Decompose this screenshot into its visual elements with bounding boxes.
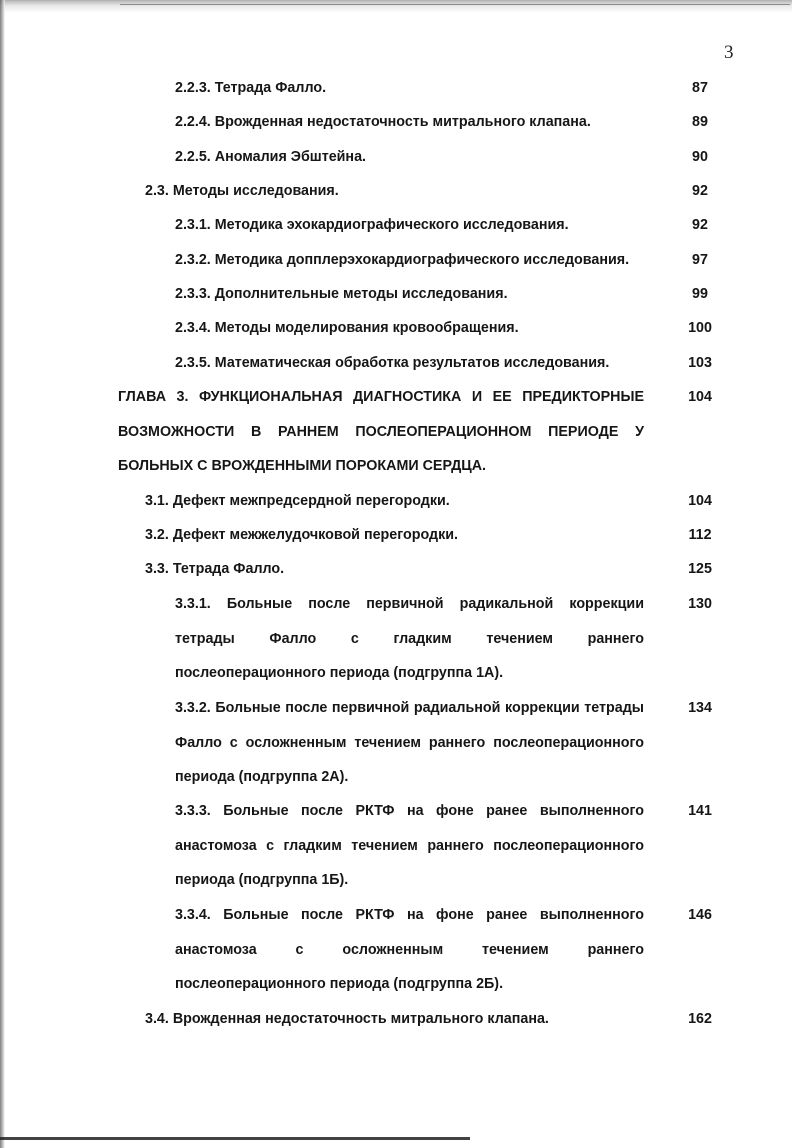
toc-entry-title: 2.3.3. Дополнительные методы исследования.: [175, 286, 508, 302]
toc-entry-2-3-5[interactable]: [175, 346, 712, 381]
toc-entry-page: 162: [688, 1011, 712, 1027]
toc-entry-title: 3.3.1. Больные после первичной радикальной коррекции тетрады Фалло с гладким течением раннего послеоперационного периода (подгруппа 1А).: [175, 596, 644, 681]
toc-entry-3-3-1[interactable]: [175, 587, 712, 691]
toc-entry-2-3-2[interactable]: [175, 243, 708, 278]
toc-entry-page: 141: [688, 803, 712, 819]
toc-entry-title: 2.3.4. Методы моделирования кровообращения.: [175, 320, 519, 336]
toc-entry-title: 3.3.4. Больные после РКТФ на фоне ранее выполненного анастомоза с осложненным течением раннего послеоперационного периода (подгруппа 2Б).: [175, 907, 644, 992]
toc-entry-page: 97: [692, 252, 708, 268]
toc-entry-page: 90: [692, 149, 708, 165]
scan-edge-line: [120, 4, 790, 5]
toc-entry-3-2[interactable]: [145, 518, 712, 553]
page-number: 3: [724, 42, 734, 63]
toc-entry-3-1[interactable]: [145, 484, 712, 519]
toc-entry-title: 3.3.3. Больные после РКТФ на фоне ранее выполненного анастомоза с гладким течением раннего послеоперационного периода (подгруппа 1Б).: [175, 803, 644, 888]
toc-entry-title: 3.2. Дефект межжелудочковой перегородки.: [145, 527, 458, 543]
toc-entry-title: 2.3.1. Методика эхокардиографического исследования.: [175, 217, 569, 233]
toc-entry-page: 104: [688, 493, 712, 509]
toc-entry-page: 103: [688, 355, 712, 371]
toc-entry-title: 2.3. Методы исследования.: [145, 183, 339, 199]
toc-entry-3-3[interactable]: [145, 552, 712, 587]
scan-shadow-top: [0, 0, 792, 14]
toc-entry-page: 134: [688, 700, 712, 716]
toc-entry-page: 130: [688, 596, 712, 612]
toc-entry-chapter-3[interactable]: [118, 380, 712, 484]
toc-entry-2-3-3[interactable]: [175, 277, 708, 312]
toc-entry-page: 125: [688, 561, 712, 577]
toc-entry-page: 87: [692, 80, 708, 96]
toc-entry-page: 146: [688, 907, 712, 923]
toc-entry-title: 2.2.3. Тетрада Фалло.: [175, 80, 327, 96]
toc-entry-title: 3.1. Дефект межпредсердной перегородки.: [145, 493, 450, 509]
toc-entry-title: 3.3.2. Больные после первичной радиальной коррекции тетрады Фалло с осложненным течением раннего послеоперационного периода (подгруппа 2А).: [175, 700, 644, 785]
toc-entry-title: 3.4. Врожденная недостаточность митрального клапана.: [145, 1011, 549, 1027]
toc-entry-2-3-4[interactable]: [175, 311, 712, 346]
toc-entry-3-3-3[interactable]: [175, 794, 712, 898]
toc-entry-page: 99: [692, 286, 708, 302]
toc-entry-page: 112: [688, 527, 712, 543]
toc-entry-page: 92: [692, 183, 708, 199]
toc-entry-3-3-4[interactable]: [175, 898, 712, 1002]
toc-entry-2-3[interactable]: [145, 174, 708, 209]
toc-entry-title: ГЛАВА 3. ФУНКЦИОНАЛЬНАЯ ДИАГНОСТИКА И ЕЕ ПРЕДИКТОРНЫЕ ВОЗМОЖНОСТИ В РАННЕМ ПОСЛЕОПЕРАЦИОННОМ ПЕРИОДЕ У БОЛЬНЫХ С ВРОЖДЕННЫМИ ПОРОКАМИ СЕРДЦА.: [118, 389, 644, 474]
toc-entry-2-2-3[interactable]: [175, 71, 708, 106]
toc-entry-3-3-2[interactable]: [175, 691, 712, 795]
toc-entry-title: 2.3.2. Методика допплерэхокардиографического исследования.: [175, 252, 630, 268]
toc-entry-page: 104: [688, 389, 712, 405]
toc-entry-page: 89: [692, 114, 708, 130]
toc-entry-page: 100: [688, 320, 712, 336]
toc-entry-title: 2.3.5. Математическая обработка результатов исследования.: [175, 355, 610, 371]
scan-shadow-left: [0, 0, 5, 1148]
toc-entry-page: 92: [692, 217, 708, 233]
toc-entry-title: 2.2.5. Аномалия Эбштейна.: [175, 149, 366, 165]
toc-entry-2-2-4[interactable]: [175, 105, 708, 140]
toc-entry-3-4[interactable]: [145, 1002, 712, 1037]
toc-entry-2-3-1[interactable]: [175, 208, 708, 243]
scan-edge-bottom: [0, 1137, 470, 1140]
toc-entry-title: 2.2.4. Врожденная недостаточность митрального клапана.: [175, 114, 591, 130]
toc-entry-title: 3.3. Тетрада Фалло.: [145, 561, 285, 577]
toc-entry-2-2-5[interactable]: [175, 140, 708, 175]
